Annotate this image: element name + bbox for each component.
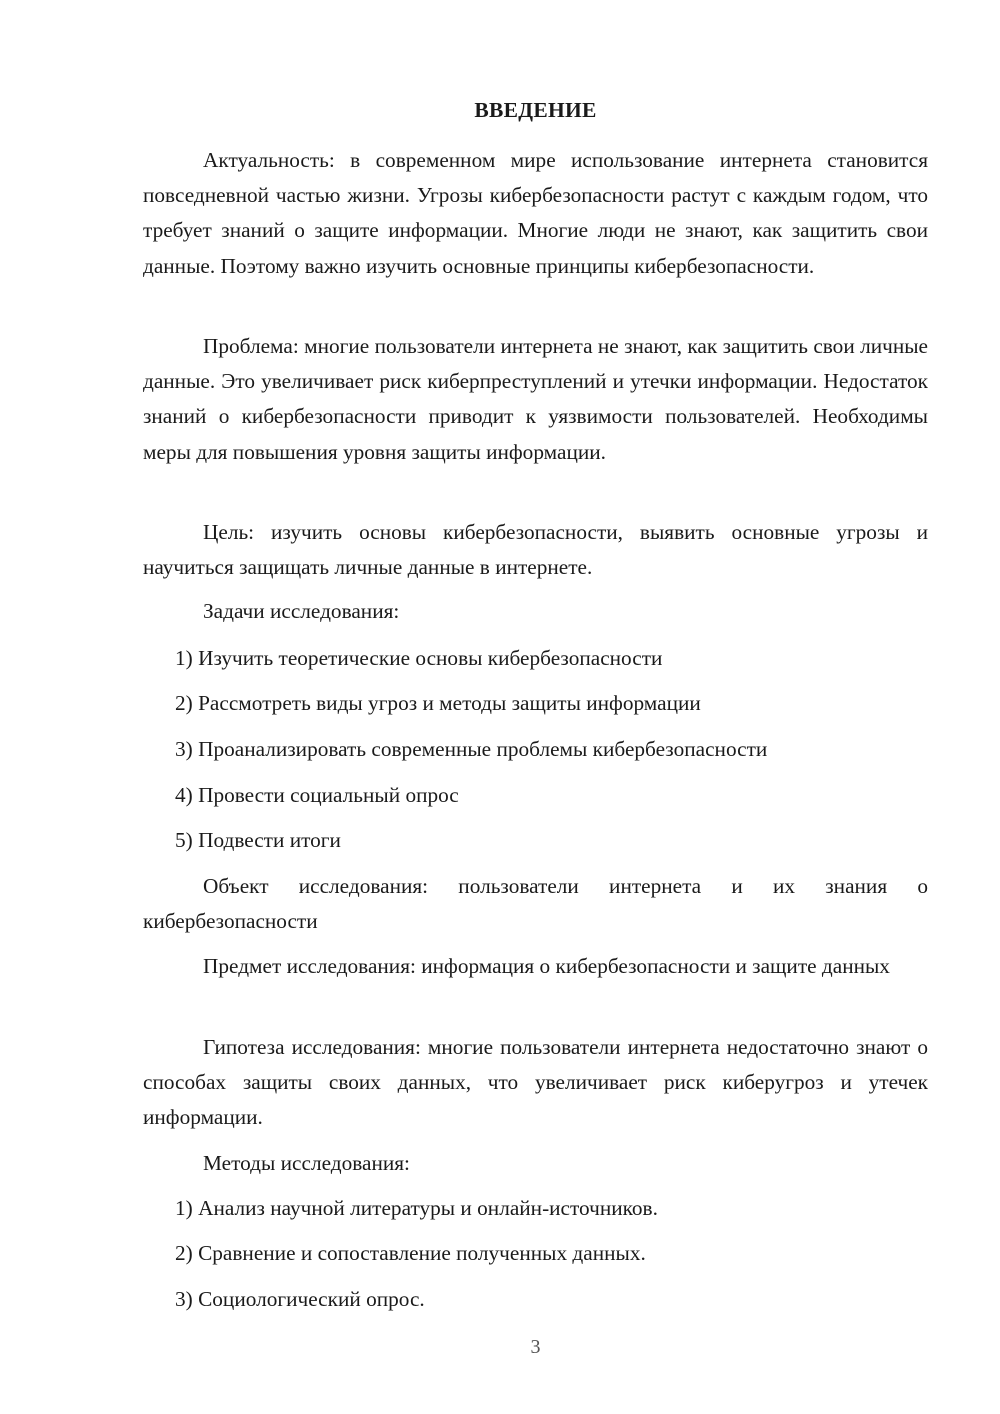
page-title: ВВЕДЕНИЕ — [474, 98, 597, 122]
list-item: 5) Подвести итоги — [175, 828, 341, 852]
document-page — [143, 0, 928, 1414]
list-item: 3) Проанализировать современные проблемы кибербезопасности — [175, 737, 768, 761]
hypothesis-paragraph: Гипотеза исследования: многие пользователи интернета недостаточно знают о способах защиты своих данных, что увеличивает риск киберугроз и утечек информации. — [143, 1035, 928, 1130]
page-number: 3 — [530, 1336, 541, 1358]
problem-paragraph: Проблема: многие пользователи интернета не знают, как защитить свои личные данные. Это увеличивает риск киберпреступлений и утечки информации. Недостаток знаний о кибербезопасности приводит к уязвимости пользователей. Необходимы меры для повышения уровня защиты информации. — [143, 334, 928, 464]
list-item: 2) Сравнение и сопоставление полученных данных. — [175, 1241, 646, 1265]
subject-paragraph: Предмет исследования: информация о кибербезопасности и защите данных — [203, 954, 890, 978]
list-item: 2) Рассмотреть виды угроз и методы защиты информации — [175, 691, 701, 715]
methods-heading: Методы исследования: — [203, 1151, 410, 1175]
list-item: 1) Анализ научной литературы и онлайн-источников. — [175, 1196, 658, 1220]
tasks-heading: Задачи исследования: — [203, 599, 400, 623]
relevance-paragraph: Актуальность: в современном мире использование интернета становится повседневной частью жизни. Угрозы кибербезопасности растут с каждым годом, что требует знаний о защите информации. Многие люди не знают, как защитить свои данные. Поэтому важно изучить основные принципы кибербезопасности. — [143, 148, 928, 278]
goal-paragraph: Цель: изучить основы кибербезопасности, выявить основные угрозы и научиться защищать личные данные в интернете. — [143, 520, 928, 580]
list-item: 1) Изучить теоретические основы кибербезопасности — [175, 646, 663, 670]
list-item: 3) Социологический опрос. — [175, 1287, 425, 1311]
list-item: 4) Провести социальный опрос — [175, 783, 459, 807]
object-paragraph: Объект исследования: пользователи интернета и их знания о кибербезопасности — [143, 874, 928, 934]
